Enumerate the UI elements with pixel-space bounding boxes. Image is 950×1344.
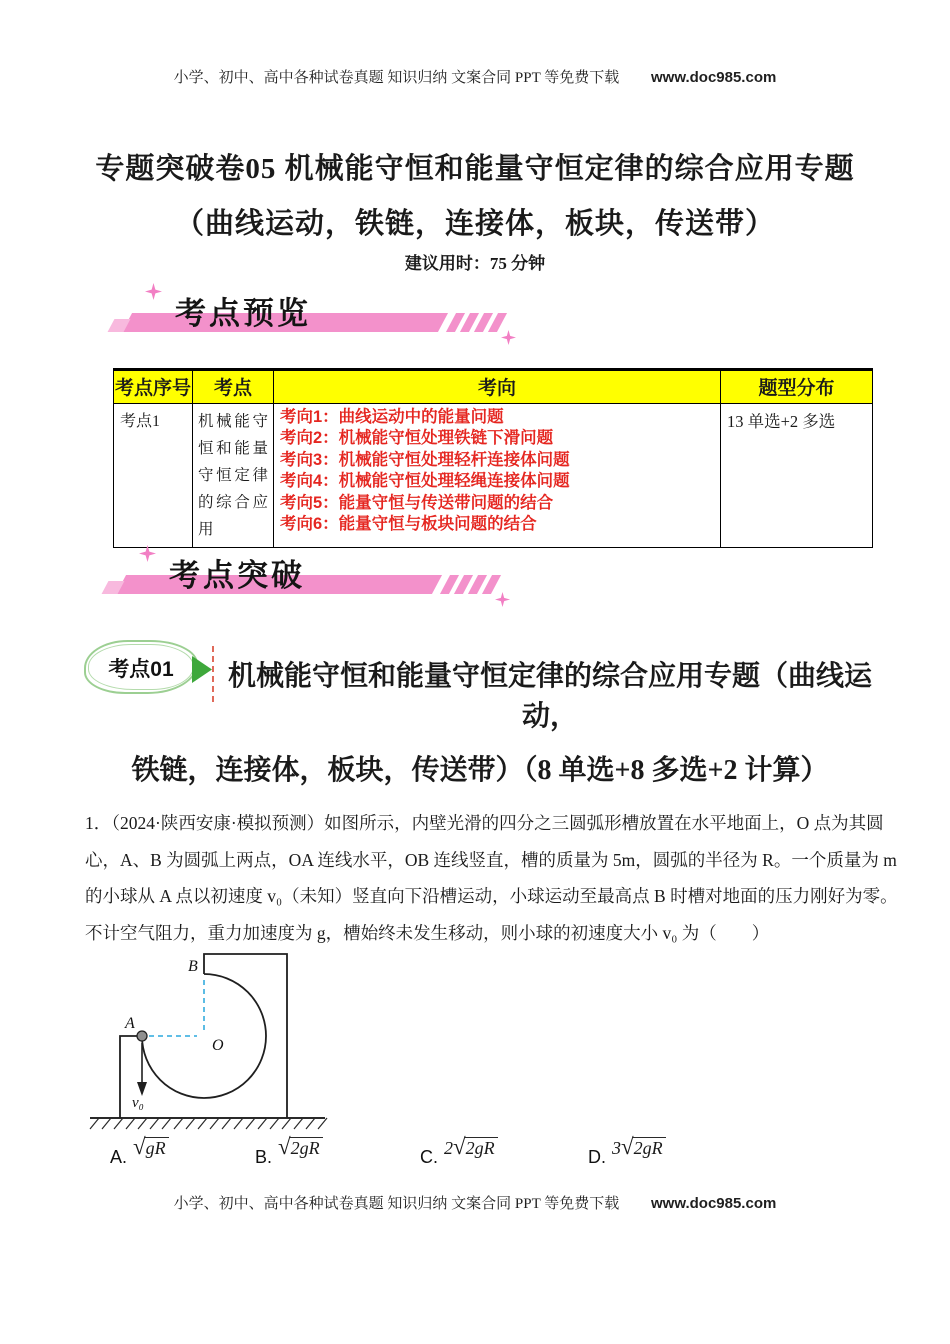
column-header-distribution: 题型分布 <box>721 370 873 404</box>
right-block-outline <box>204 954 287 1118</box>
direction-line: 考向5：能量守恒与传送带问题的结合 <box>280 493 554 512</box>
option-letter: A. <box>110 1147 128 1167</box>
dashed-line-decoration <box>212 646 214 702</box>
arrow-right-icon <box>192 656 212 683</box>
question-line: 不计空气阻力，重力加速度为 g，槽始终未发生移动，则小球的初速度大小 v₀ 为（ ） <box>85 922 770 943</box>
option-D <box>588 1134 666 1168</box>
direction-line: 考向3：机械能守恒处理轻杆连接体问题 <box>280 450 570 469</box>
column-header-direction: 考向 <box>274 370 721 404</box>
question-line: 心，A、B 为圆弧上两点，OA 连线水平，OB 连线竖直，槽的质量为 5m，圆弧的半径为 R。一个质量为 m <box>85 849 897 870</box>
label-v0: v₀ <box>132 1095 144 1111</box>
cell-kaodian-topic: 机械能守恒和能量守恒定律的综合应用 <box>193 404 274 548</box>
radical-sign: √ <box>278 1134 291 1159</box>
option-B <box>255 1134 323 1168</box>
footer-site-url: www.doc985.com <box>651 1195 777 1212</box>
label-B: B <box>188 958 198 975</box>
label-O: O <box>212 1037 224 1054</box>
kaodian-01-badge <box>84 640 216 698</box>
page-header <box>0 66 950 87</box>
table-header-row <box>114 370 873 404</box>
document-title-line1: 专题突破卷05 机械能守恒和能量守恒定律的综合应用专题 <box>95 153 855 185</box>
table-row <box>114 404 873 548</box>
answer-options-row <box>85 1136 885 1182</box>
direction-line: 考向6：能量守恒与板块问题的结合 <box>280 515 537 534</box>
suggested-time-note: 建议用时：75 分钟 <box>404 254 546 273</box>
radical-sign: √ <box>621 1134 634 1159</box>
header-promo-text: 小学、初中、高中各种试卷真题 知识归纳 文案合同 PPT 等免费下载 <box>173 70 620 86</box>
question-line: 的小球从 A 点以初速度 v₀（未知）竖直向下沿槽运动，小球运动至最高点 B 时槽对地面的压力刚好为零。 <box>85 886 898 906</box>
sparkle-icon <box>145 283 162 300</box>
kaodian-overview-table <box>113 368 873 548</box>
header-site-url: www.doc985.com <box>651 69 777 86</box>
option-letter: C. <box>420 1147 438 1167</box>
ball-at-A <box>137 1031 147 1041</box>
question-line: 1．（2024·陕西安康·模拟预测）如图所示，内壁光滑的四分之三圆弧形槽放置在水平地面上，O 点为其圆 <box>85 813 884 833</box>
section-heading-line2: 铁链，连接体，板块，传送带）（8 单选+8 多选+2 计算） <box>131 755 829 786</box>
option-formula: √gR <box>133 1141 169 1158</box>
label-A: A <box>125 1015 135 1032</box>
ground-hatching <box>90 1118 327 1129</box>
direction-line: 考向4：机械能守恒处理轻绳连接体问题 <box>280 472 570 491</box>
badge-label: 考点01 <box>108 658 174 681</box>
document-title-line2: （曲线运动，铁链，连接体，板块，传送带） <box>174 208 775 240</box>
option-formula: 2√2gR <box>444 1141 498 1158</box>
velocity-arrow-head <box>137 1082 147 1096</box>
cell-kaodian-index: 考点1 <box>114 404 193 548</box>
banner-stripes-icon <box>451 313 507 337</box>
question-1-figure <box>85 946 335 1136</box>
direction-line: 考向1：曲线运动中的能量问题 <box>280 408 504 426</box>
banner-kaodian-preview <box>103 282 533 352</box>
direction-line: 考向2：机械能守恒处理铁链下滑问题 <box>280 429 554 448</box>
banner-stripes-icon <box>445 575 501 599</box>
cell-question-distribution: 13 单选+2 多选 <box>721 404 873 548</box>
cell-kaodian-directions <box>274 404 721 548</box>
radical-sign: √ <box>453 1134 466 1159</box>
column-header-index: 考点序号 <box>114 370 193 404</box>
page-footer <box>0 1192 950 1213</box>
option-formula: 3√2gR <box>612 1141 666 1158</box>
banner-title: 考点突破 <box>169 558 305 593</box>
option-A <box>110 1134 169 1168</box>
column-header-topic: 考点 <box>193 370 274 404</box>
option-C <box>420 1134 498 1168</box>
banner-title: 考点预览 <box>175 296 311 331</box>
question-1-text <box>85 805 898 951</box>
option-letter: D. <box>588 1147 606 1167</box>
banner-kaodian-breakthrough <box>97 544 527 614</box>
radical-sign: √ <box>133 1134 146 1159</box>
option-formula: √2gR <box>278 1141 323 1158</box>
option-letter: B. <box>255 1147 273 1167</box>
section-heading-line1: 机械能守恒和能量守恒定律的综合应用专题（曲线运动， <box>227 661 872 732</box>
footer-promo-text: 小学、初中、高中各种试卷真题 知识归纳 文案合同 PPT 等免费下载 <box>173 1196 620 1212</box>
sparkle-icon <box>139 545 156 562</box>
